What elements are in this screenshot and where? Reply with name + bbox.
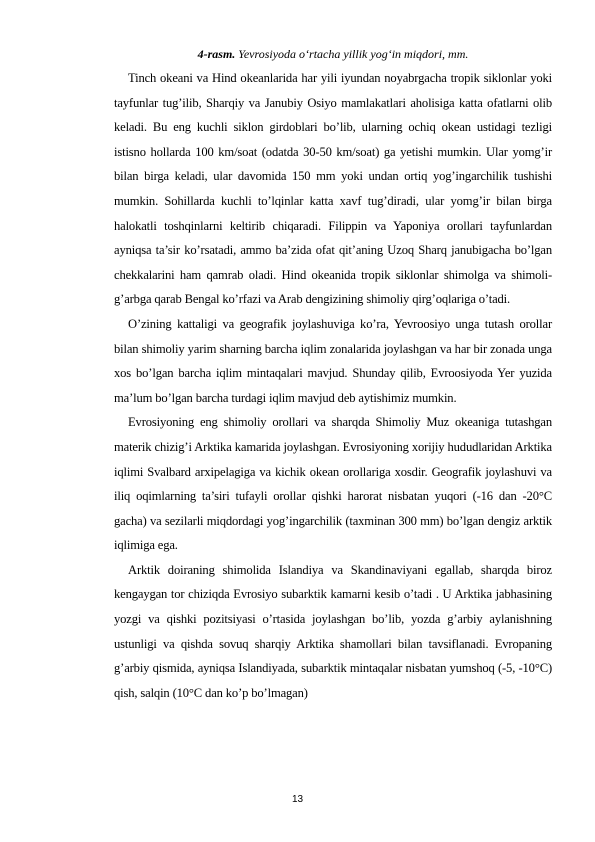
figure-caption xyxy=(114,42,552,66)
figure-number: 4-rasm. xyxy=(197,47,236,61)
paragraph-climate-zones: O’zining kattaligi va geografik joylashuviga ko’ra, Yevroosiyo unga tutash orollar bilan shimoliy yarim sharning barcha iqlim zonalarida joylashgan va har bir zonada unga xos bo’lgan barcha iqlim mintaqalari mavjud. Shunday qilib, Evroosiyoda Yer yuzida ma’lum bo’lgan barcha turdagi iqlim mavjud deb aytishimiz mumkin. xyxy=(114,316,552,405)
document-page xyxy=(114,42,552,705)
paragraph-arctic-belt: Evrosiyoning eng shimoliy orollari va sharqda Shimoliy Muz okeaniga tutashgan materik chizig’i Arktika kamarida joylashgan. Evrosiyoning xorijiy hududlaridan Arktika iqlimi Svalbard arxipelagiga va kichik okean orollariga xosdir. Geografik joylashuvi va iliq oqimlarning ta’siri tufayli orollar qishki harorat nisbatan yuqori (-16 dan -20°C gacha) va sezilarli miqdordagi yog’ingarchilik (taxminan 300 mm) bo’lgan dengiz arktik iqlimiga ega. xyxy=(114,415,552,553)
page-number: 13 xyxy=(291,794,304,805)
paragraph-subarctic-belt: Arktik doiraning shimolida Islandiya va Skandinaviyani egallab, sharqda biroz kengaygan tor chiziqda Evrosiyo subarktik kamarni kesib o’tadi . U Arktika jabhasining yozgi va qishki pozitsiyasi o’rtasida joylashgan bo’lib, yozda g’arbiy aylanishning ustunligi va qishda sovuq sharqiy Arktika shamollari bilan tavsiflanadi. Evropaning g’arbiy qismida, ayniqsa Islandiyada, subarktik mintaqalar nisbatan yumshoq (-5, -10°C) qish, salqin (10°C dan ko’p bo’lmagan) xyxy=(114,562,552,700)
figure-caption-text: Yevrosiyoda o‘rtacha yillik yog‘in miqdori, mm. xyxy=(235,47,469,61)
paragraph-tropical-cyclones: Tinch okeani va Hind okeanlarida har yili iyundan noyabrgacha tropik siklonlar yoki tayfunlar tug’ilib, Sharqiy va Janubiy Osiyo mamlakatlari aholisiga katta ofatlarni olib keladi. Bu eng kuchli siklon girdoblari bo’lib, ularning ochiq okean ustidagi tezligi istisno hollarda 100 km/soat (odatda 30-50 km/soat) ga yetishi mumkin. Ular yomg’ir bilan birga keladi, ular davomida 150 mm yoki undan ortiq yog’ingarchilik tushishi mumkin. Sohillarda kuchli to’lqinlar katta xavf tug’diradi, ular yomg’ir bilan birga halokatli toshqinlarni keltirib chiqaradi. Filippin va Yaponiya orollari tayfunlardan ayniqsa ta’sir ko’rsatadi, ammo ba’zida ofat qit’aning Uzoq Sharq janubigacha bo’lgan chekkalarini ham qamrab oladi. Hind okeanida tropik siklonlar shimolga va shimoli-g’arbga qarab Bengal ko’rfazi va Arab dengizining shimoliy qirg’oqlariga o’tadi. xyxy=(114,71,552,307)
